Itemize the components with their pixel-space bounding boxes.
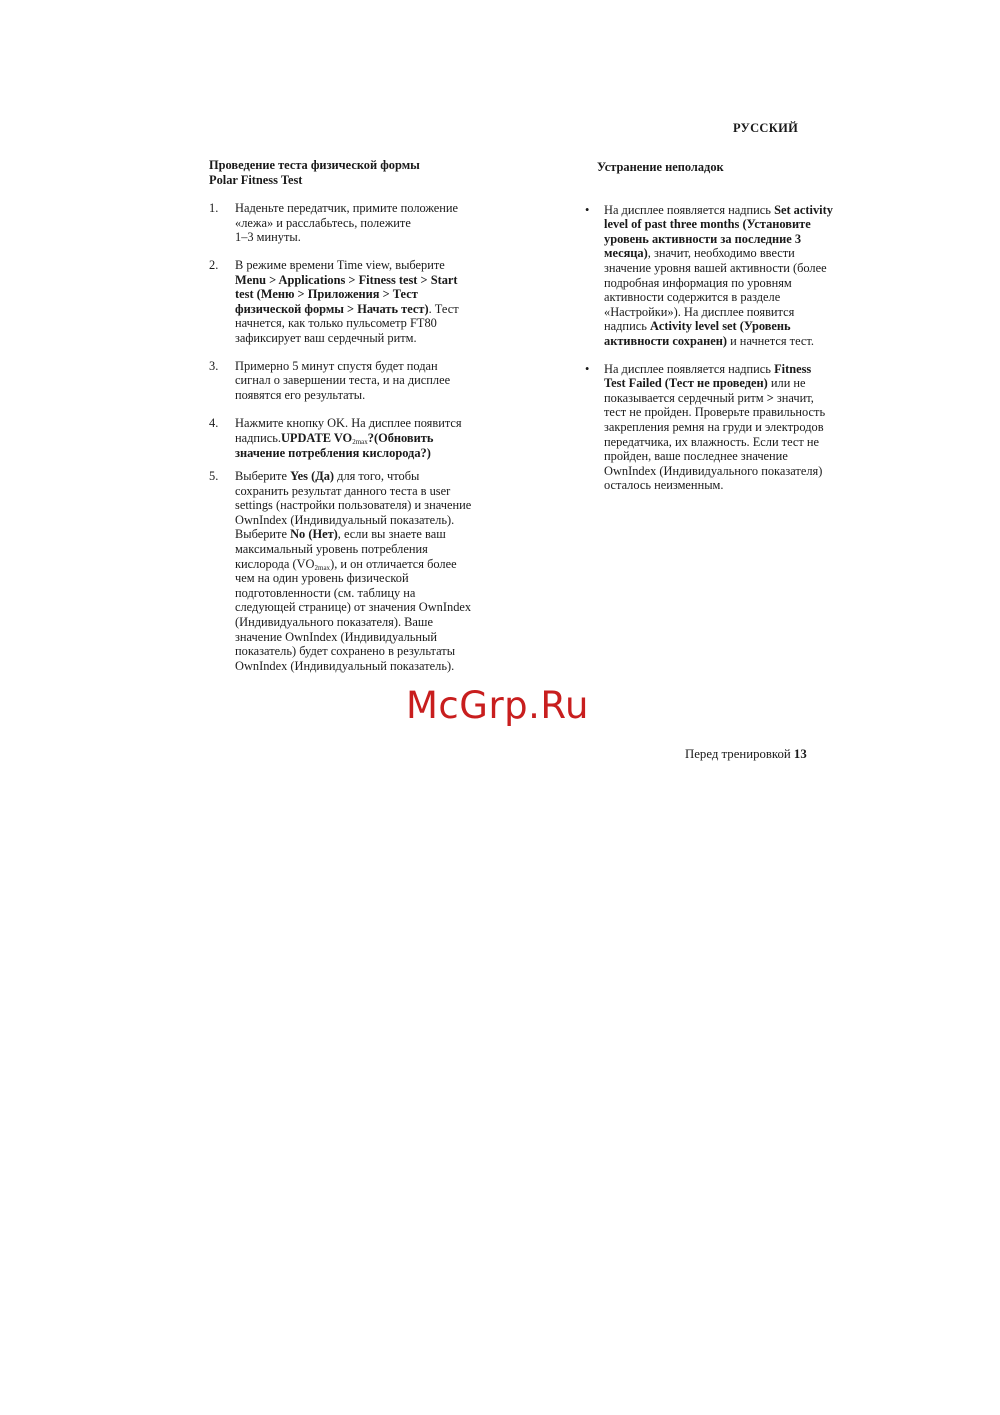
bullet-item-2 [585,362,857,493]
page-footer [685,747,807,762]
watermark-logo: McGrp.Ru [406,684,589,727]
bullet-text [604,203,857,349]
step-number: 1. [209,201,219,216]
step-text: Наденьте передатчик, примите положение «лежа» и расслабьтесь, полежите 1–3 минуты. [235,201,459,245]
step-text-part: Нажмите кнопку OK. На дисплее появится надпись. [235,416,462,445]
step-1 [209,201,499,245]
fitness-test-section [209,158,499,673]
option-no: No (Нет) [290,527,338,542]
bullet-text-part: , значит, необходимо ввести значение уровня вашей активности (более подробная информация по уровням активности содержится в разделе «Настройки»). На дисплее появится надпись [604,246,827,334]
display-message: ?(Обновить значение потребления кислорода?) [235,430,434,460]
step-number: 4. [209,416,219,431]
step-text-part: , если вы знаете ваш максимальный уровень потребления кислорода (VO [235,527,446,571]
heading-line-2: Polar Fitness Test [209,172,303,187]
subscript: 2max [352,437,368,446]
step-number: 3. [209,358,219,373]
step-5 [209,469,499,673]
step-text: Примерно 5 минут спустя будет подан сигнал о завершении теста, и на дисплее появятся его результаты. [235,358,451,402]
troubleshooting-list [585,203,857,493]
language-label: РУССКИЙ [733,121,799,135]
step-2 [209,258,499,346]
step-text [235,258,499,346]
bullet-text-part: На дисплее появляется надпись [604,361,775,376]
footer-section-title: Перед тренировкой [685,747,794,761]
heading-line-1: Проведение теста физической формы [209,158,420,172]
option-yes: Yes (Да) [290,469,335,484]
display-message: Fitness Test Failed (Тест не проведен) [604,361,812,391]
step-4 [209,416,499,460]
step-number: 2. [209,257,219,272]
bullet-text-part: или не показывается сердечный ритм [604,376,806,405]
step-text-part: для того, чтобы сохранить результат данного теста в user settings (настройки пользователя) и значение OwnIndex (Индивидуальный показатель). Выберите [235,469,472,542]
section-heading: Устранение неполадок [597,160,724,174]
step-text-part: Выберите [235,469,291,484]
steps-list [209,201,499,673]
display-message: Activity level set (Уровень активности сохранен) [604,319,791,348]
step-text [235,469,499,673]
bullet-item-1 [585,203,857,349]
bullet-text-part: На дисплее появляется надпись [604,202,775,217]
menu-path: Menu > Applications > Fitness test > Start test (Меню > Приложения > Тест физической формы > Начать тест) [235,272,458,316]
step-text [235,416,499,460]
bullet-dot-icon: • [585,202,590,217]
step-number: 5. [209,469,219,484]
bullet-text-part: значит, тест не пройден. Проверьте правильность закрепления ремня на груди и электродов передатчика, их влажность. Если тест не пройден, ваше последнее значение OwnIndex (Индивидуального показателя) осталось неизменным. [604,390,826,493]
step-text-part: . Тест начнется, как только пульсометр FT80 зафиксирует ваш сердечный ритм. [235,301,459,345]
bullet-text-part: и начнется тест. [726,333,814,348]
section-heading [209,158,499,187]
troubleshooting-section [585,158,857,493]
arrow-symbol: > [766,390,774,405]
bullet-text [604,362,857,493]
page-number: 13 [793,747,807,761]
display-message: UPDATE VO [280,430,353,445]
display-message: Set activity level of past three months (Установите уровень активности за последние 3 месяца) [604,202,833,261]
step-3 [209,359,499,403]
step-text-part: В режиме времени Time view, выберите [235,257,445,272]
subscript: 2max [314,563,331,572]
bullet-dot-icon: • [585,361,590,376]
step-text-part: ), и он отличается более чем на один уровень физической подготовленности (см. таблицу на следующей странице) от значения OwnIndex (Индивидуального показателя). Ваше значение OwnIndex (Индивидуальный показатель) будет сохранено в результаты OwnIndex (Индивидуальный показатель). [235,556,472,673]
